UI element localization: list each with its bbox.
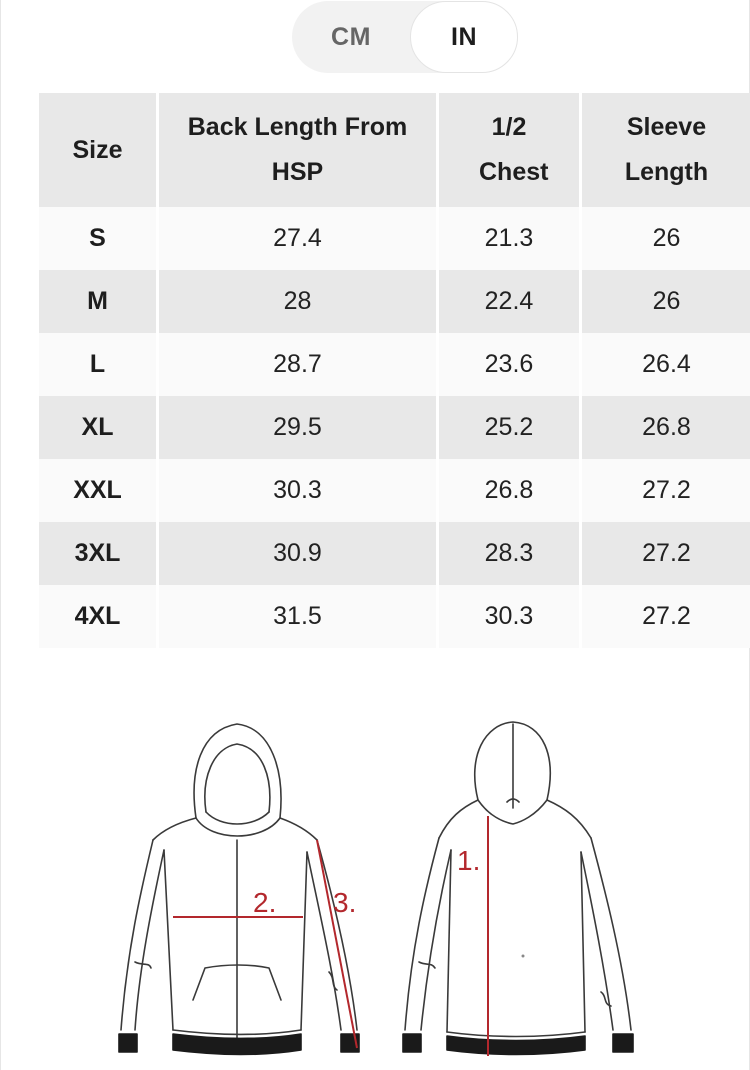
sleeve-measure-line [317, 840, 357, 1048]
back-length-measure-label: 1. [457, 845, 481, 876]
front-ribbing [119, 1034, 359, 1055]
size-cell: 3XL [39, 522, 159, 585]
table-header-row [39, 93, 750, 207]
half-chest-cell: 26.8 [439, 459, 582, 522]
sleeve-length-cell: 26.4 [582, 333, 750, 396]
back-length-cell: 28 [159, 270, 439, 333]
half-chest-cell: 25.2 [439, 396, 582, 459]
back-length-cell: 27.4 [159, 207, 439, 270]
back-length-cell: 28.7 [159, 333, 439, 396]
size-cell: XL [39, 396, 159, 459]
table-row [39, 333, 750, 396]
sleeve-length-cell: 27.2 [582, 459, 750, 522]
back-length-cell: 30.3 [159, 459, 439, 522]
half-chest-cell: 30.3 [439, 585, 582, 648]
table-row [39, 459, 750, 522]
header-back-length: Back Length From HSP [159, 93, 439, 207]
header-sleeve-length: Sleeve Length [582, 93, 750, 207]
sleeve-length-cell: 27.2 [582, 522, 750, 585]
size-cell: S [39, 207, 159, 270]
half-chest-cell: 21.3 [439, 207, 582, 270]
unit-cm-button[interactable]: CM [331, 22, 371, 51]
hoodie-diagram-svg [1, 700, 750, 1070]
header-half-chest: 1/2 Chest [439, 93, 582, 207]
table-row [39, 396, 750, 459]
sleeve-length-cell: 26.8 [582, 396, 750, 459]
unit-in-button[interactable]: IN [410, 1, 518, 73]
front-hoodie-illustration [121, 724, 357, 1046]
back-length-cell: 30.9 [159, 522, 439, 585]
size-cell: XXL [39, 459, 159, 522]
back-length-cell: 29.5 [159, 396, 439, 459]
sleeve-measure-label: 3. [333, 887, 357, 918]
half-chest-cell: 23.6 [439, 333, 582, 396]
table-row [39, 522, 750, 585]
table-row [39, 207, 750, 270]
header-size: Size [39, 93, 159, 207]
sleeve-length-cell: 26 [582, 270, 750, 333]
sleeve-length-cell: 26 [582, 207, 750, 270]
unit-toggle [292, 1, 518, 73]
sleeve-length-cell: 27.2 [582, 585, 750, 648]
chest-measure-label: 2. [253, 887, 277, 918]
half-chest-cell: 22.4 [439, 270, 582, 333]
table-row [39, 270, 750, 333]
size-cell: L [39, 333, 159, 396]
hoodie-measurement-diagram [1, 700, 750, 1070]
size-chart-table [39, 93, 750, 648]
size-cell: M [39, 270, 159, 333]
back-length-cell: 31.5 [159, 585, 439, 648]
half-chest-cell: 28.3 [439, 522, 582, 585]
table-row [39, 585, 750, 648]
size-cell: 4XL [39, 585, 159, 648]
back-hoodie-illustration [405, 722, 631, 1037]
